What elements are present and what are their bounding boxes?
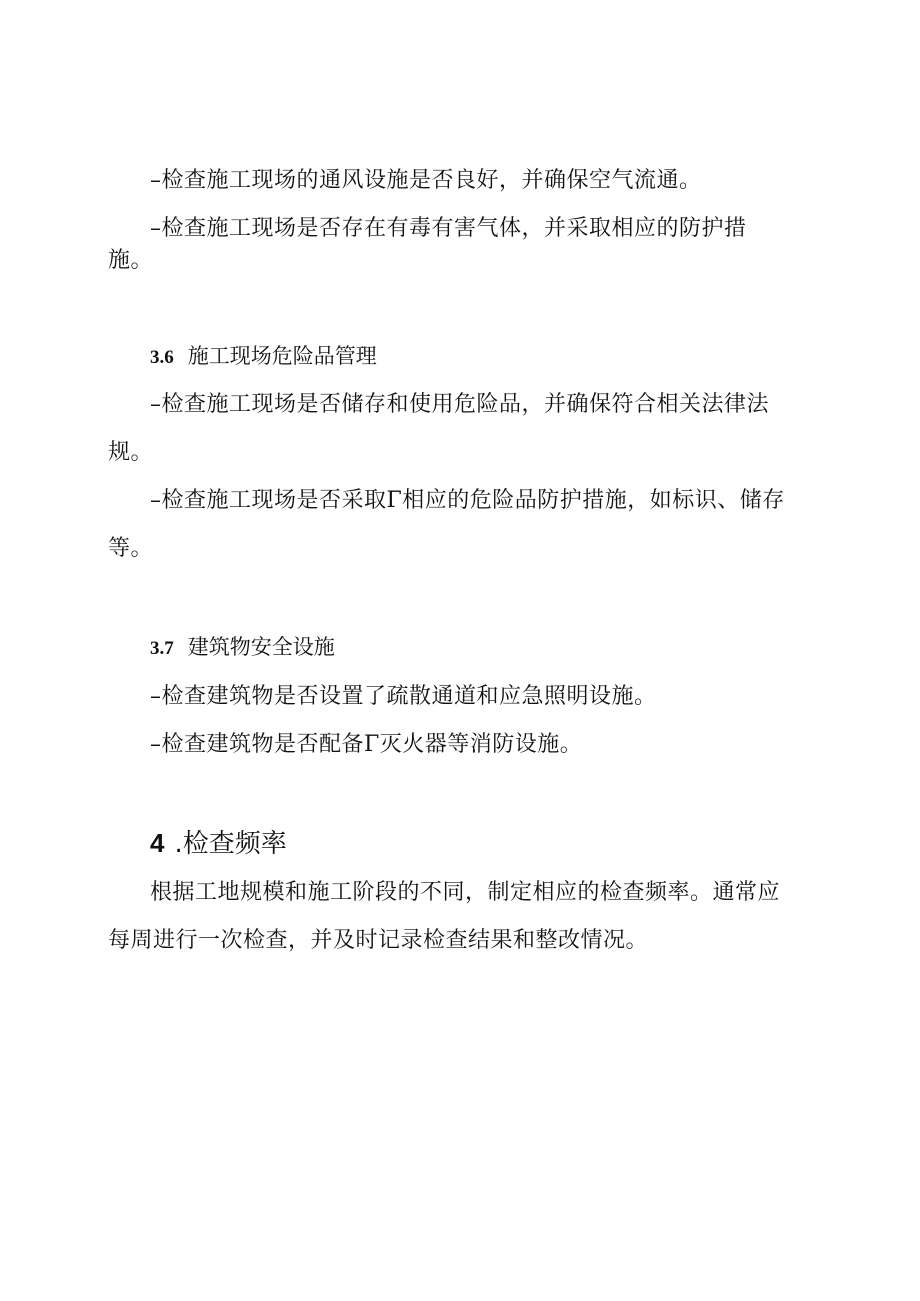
hazmat-storage-item-line1: –检查施工现场是否储存和使用危险品，并确保符合相关法律法 <box>150 392 770 417</box>
hazmat-protection-item-line1: –检查施工现场是否采取Γ相应的危险品防护措施，如标识、储存 <box>150 488 785 513</box>
section-3-6-number: 3.6 <box>150 347 174 368</box>
section-4-title: .检查频率 <box>174 829 287 859</box>
section-3-6-heading <box>150 341 377 373</box>
ventilation-check-item: –检查施工现场的通风设施是否良好，并确保空气流通。 <box>150 168 702 193</box>
frequency-paragraph-line2: 每周进行一次检查，并及时记录检查结果和整改情况。 <box>108 928 649 953</box>
section-3-7-heading <box>150 632 335 664</box>
section-3-6-title: 施工现场危险品管理 <box>187 344 377 368</box>
toxic-gas-check-item-line1: –检查施工现场是否存在有毒有害气体，并采取相应的防护措 <box>150 216 747 241</box>
hazmat-storage-item-line2: 规。 <box>108 440 154 465</box>
evacuation-check-item: –检查建筑物是否设置了疏散通道和应急照明设施。 <box>150 684 657 709</box>
extinguisher-check-item: –检查建筑物是否配备Γ灭火器等消防设施。 <box>150 732 583 757</box>
section-3-7-number: 3.7 <box>150 638 174 659</box>
section-3-7-title: 建筑物安全设施 <box>187 635 335 659</box>
section-4-heading <box>150 826 287 861</box>
toxic-gas-check-item-line2: 施。 <box>108 248 154 273</box>
hazmat-protection-item-line2: 等。 <box>108 536 154 561</box>
section-4-number: 4 <box>150 828 165 858</box>
frequency-paragraph-line1: 根据工地规模和施工阶段的不同，制定相应的检查频率。通常应 <box>150 880 781 905</box>
